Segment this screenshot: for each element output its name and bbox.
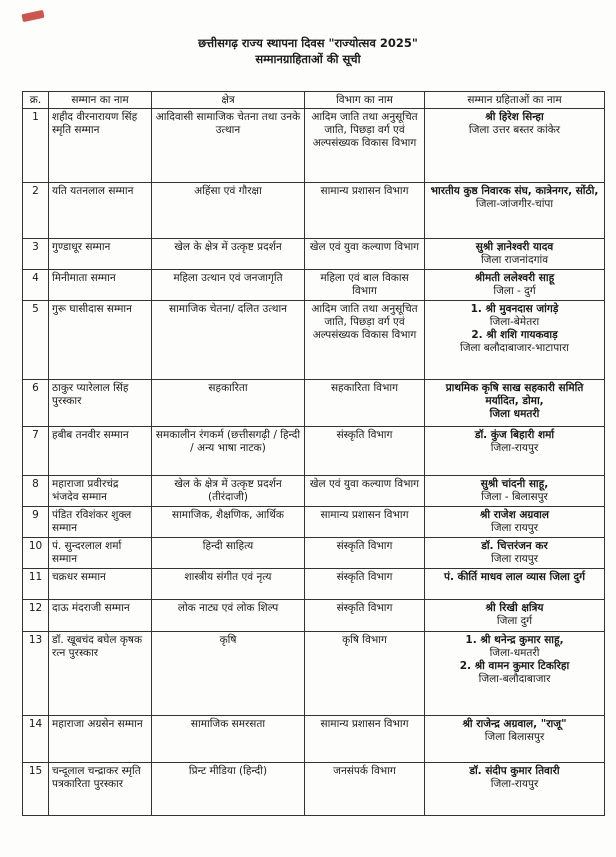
- department-name: संस्कृति विभाग: [305, 569, 425, 600]
- award-field: समकालीन रंगकर्म (छत्तीसगढ़ी / हिन्दी / अन्य भाषा नाटक): [152, 427, 305, 476]
- recipient-name: 2. श्री शशि गायकवाड़: [471, 329, 558, 341]
- award-field: सामाजिक समरसता: [152, 716, 305, 763]
- recipient-location: जिला दुर्ग: [496, 615, 533, 627]
- recipients-cell: [425, 507, 605, 538]
- recipients-cell: [425, 183, 605, 239]
- serial-number: 8: [23, 476, 49, 507]
- department-name: संस्कृति विभाग: [305, 538, 425, 569]
- recipient-location: जिला रायपुर: [490, 522, 539, 534]
- table-row: [23, 632, 605, 716]
- recipient-location: जिला-बेमेतरा: [489, 316, 540, 328]
- award-name: पं. सुन्दरलाल शर्मा सम्मान: [49, 538, 152, 569]
- recipient-location: जिला बलौदाबाजार-भाटापारा: [460, 342, 569, 354]
- table-header-row: [23, 92, 605, 109]
- department-name: आदिम जाति तथा अनुसूचित जाति, पिछड़ा वर्ग एवं अल्पसंख्यक विकास विभाग: [305, 109, 425, 183]
- recipient-name: श्री राजेश अग्रवाल: [479, 509, 550, 521]
- recipient-name: डॉ. चित्तरंजन कर: [481, 540, 548, 552]
- department-name: सामान्य प्रशासन विभाग: [305, 183, 425, 239]
- table-row: [23, 183, 605, 239]
- recipient-name: प्राथमिक कृषि साख सहकारी समिति मर्यादित, डोमा,: [445, 382, 584, 407]
- recipients-cell: [425, 632, 605, 716]
- department-name: खेल एवं युवा कल्याण विभाग: [305, 476, 425, 507]
- award-field: आदिवासी सामाजिक चेतना तथा उनके उत्थान: [152, 109, 305, 183]
- recipients-cell: [425, 301, 605, 380]
- award-field: लोक नाट्य एवं लोक शिल्प: [152, 600, 305, 632]
- serial-number: 7: [23, 427, 49, 476]
- recipient-name: डॉ. कुंज बिहारी शर्मा: [474, 429, 555, 441]
- recipient-location: जिला-जांजगीर-चांपा: [475, 198, 554, 210]
- department-name: खेल एवं युवा कल्याण विभाग: [305, 239, 425, 270]
- award-field: सामाजिक, शैक्षणिक, आर्थिक: [152, 507, 305, 538]
- recipients-cell: [425, 270, 605, 301]
- department-name: संस्कृति विभाग: [305, 600, 425, 632]
- award-field: सामाजिक चेतना/ दलित उत्थान: [152, 301, 305, 380]
- award-name: डॉ. खूबचंद बघेल कृषक रत्न पुरस्कार: [49, 632, 152, 716]
- table-row: [23, 239, 605, 270]
- recipient-name: जिला धमतरी: [489, 408, 540, 420]
- award-name: पंडित रविशंकर शुक्ल सम्मान: [49, 507, 152, 538]
- award-field: शास्त्रीय संगीत एवं नृत्य: [152, 569, 305, 600]
- recipients-cell: [425, 569, 605, 600]
- award-name: मिनीमाता सम्मान: [49, 270, 152, 301]
- department-name: सहकारिता विभाग: [305, 380, 425, 427]
- table-row: [23, 380, 605, 427]
- recipient-location: जिला - बिलासपुर: [481, 491, 548, 503]
- award-field: प्रिन्ट मीडिया (हिन्दी): [152, 763, 305, 816]
- recipient-location: जिला-धमतरी: [489, 647, 540, 659]
- award-field: कृषि: [152, 632, 305, 716]
- award-name: दाऊ मंदराजी सम्मान: [49, 600, 152, 632]
- table-row: [23, 427, 605, 476]
- table-row: [23, 301, 605, 380]
- serial-number: 9: [23, 507, 49, 538]
- department-name: कृषि विभाग: [305, 632, 425, 716]
- award-name: यति यतनलाल सम्मान: [49, 183, 152, 239]
- table-row: [23, 569, 605, 600]
- department-name: आदिम जाति तथा अनुसूचित जाति, पिछड़ा वर्ग एवं अल्पसंख्यक विकास विभाग: [305, 301, 425, 380]
- recipient-name: डॉ. संदीप कुमार तिवारी: [469, 765, 560, 777]
- department-name: जनसंपर्क विभाग: [305, 763, 425, 816]
- recipient-name: श्री रिखी क्षत्रिय: [485, 602, 544, 614]
- recipient-location: जिला - दुर्ग: [493, 285, 536, 297]
- serial-number: 5: [23, 301, 49, 380]
- recipient-name: 2. श्री वामन कुमार टिकरिहा: [459, 660, 570, 672]
- recipient-name: सुश्री ज्ञानेश्वरी यादव: [475, 241, 554, 253]
- serial-number: 3: [23, 239, 49, 270]
- department-name: संस्कृति विभाग: [305, 427, 425, 476]
- recipient-location: जिला-रायपुर: [490, 778, 539, 790]
- serial-number: 12: [23, 600, 49, 632]
- award-field: हिन्दी साहित्य: [152, 538, 305, 569]
- recipient-name: श्रीमती ललेश्वरी साहू: [474, 272, 555, 284]
- serial-number: 14: [23, 716, 49, 763]
- serial-number: 10: [23, 538, 49, 569]
- award-name: हबीब तनवीर सम्मान: [49, 427, 152, 476]
- recipient-name: पं. कीर्ति माधव लाल व्यास जिला दुर्ग: [444, 571, 585, 583]
- serial-number: 2: [23, 183, 49, 239]
- col-header-field: क्षेत्र: [152, 92, 305, 109]
- table-row: [23, 476, 605, 507]
- serial-number: 13: [23, 632, 49, 716]
- recipient-location: जिला रायपुर: [490, 553, 539, 565]
- recipients-cell: [425, 716, 605, 763]
- department-name: सामान्य प्रशासन विभाग: [305, 716, 425, 763]
- award-name: महाराजा अग्रसेन सम्मान: [49, 716, 152, 763]
- recipients-cell: [425, 109, 605, 183]
- serial-number: 1: [23, 109, 49, 183]
- serial-number: 15: [23, 763, 49, 816]
- award-field: खेल के क्षेत्र में उत्कृष्ट प्रदर्शन (तीरंदाजी): [152, 476, 305, 507]
- recipient-location: जिला बिलासपुर: [484, 731, 545, 743]
- recipient-name: भारतीय कुष्ठ निवारक संघ, कात्रेनगर, सोंठी,: [430, 185, 599, 197]
- col-header-department: विभाग का नाम: [305, 92, 425, 109]
- awardees-table: [22, 91, 605, 816]
- table-row: [23, 763, 605, 816]
- award-field: सहकारिता: [152, 380, 305, 427]
- table-row: [23, 109, 605, 183]
- recipients-cell: [425, 763, 605, 816]
- recipient-name: श्री राजेन्द्र अग्रवाल, "राजू": [462, 718, 567, 730]
- table-row: [23, 538, 605, 569]
- recipients-cell: [425, 427, 605, 476]
- table-row: [23, 600, 605, 632]
- recipient-location: जिला-रायपुर: [490, 442, 539, 454]
- award-name: गुरू घासीदास सम्मान: [49, 301, 152, 380]
- award-name: चन्दूलाल चन्द्राकर स्मृति पत्रकारिता पुरस्कार: [49, 763, 152, 816]
- award-name: चक्रधर सम्मान: [49, 569, 152, 600]
- award-name: महाराजा प्रवीरचंद्र भंजदेव सम्मान: [49, 476, 152, 507]
- recipient-location: जिला उत्तर बस्तर कांकेर: [468, 124, 561, 136]
- red-ink-mark: [21, 10, 44, 22]
- award-field: खेल के क्षेत्र में उत्कृष्ट प्रदर्शन: [152, 239, 305, 270]
- col-header-award: सम्मान का नाम: [49, 92, 152, 109]
- award-field: महिला उत्थान एवं जनजागृति: [152, 270, 305, 301]
- department-name: महिला एवं बाल विकास विभाग: [305, 270, 425, 301]
- recipients-cell: [425, 239, 605, 270]
- recipients-cell: [425, 600, 605, 632]
- recipient-location: जिला राजनांदगांव: [480, 254, 549, 266]
- document-subtitle: सम्मानग्राहिताओं की सूची: [255, 52, 361, 66]
- col-header-recipients: सम्मान ग्रहिताओं का नाम: [425, 92, 605, 109]
- department-name: सामान्य प्रशासन विभाग: [305, 507, 425, 538]
- serial-number: 6: [23, 380, 49, 427]
- serial-number: 11: [23, 569, 49, 600]
- recipient-location: जिला-बलौदाबाजार: [478, 673, 551, 685]
- recipients-cell: [425, 380, 605, 427]
- table-row: [23, 270, 605, 301]
- recipient-name: श्री हिरेश सिन्हा: [485, 111, 544, 123]
- table-row: [23, 716, 605, 763]
- col-header-sn: क्र.: [23, 92, 49, 109]
- recipients-cell: [425, 476, 605, 507]
- document-title: छत्तीसगढ़ राज्य स्थापना दिवस "राज्योत्सव 2025": [198, 36, 418, 50]
- award-name: शहीद वीरनारायण सिंह स्मृति सम्मान: [49, 109, 152, 183]
- recipients-cell: [425, 538, 605, 569]
- award-name: गुण्डाधूर सम्मान: [49, 239, 152, 270]
- award-name: ठाकुर प्यारेलाल सिंह पुरस्कार: [49, 380, 152, 427]
- award-field: अहिंसा एवं गौरक्षा: [152, 183, 305, 239]
- recipient-name: 1. श्री थनेन्द्र कुमार साहू,: [465, 634, 564, 646]
- recipient-name: 1. श्री मुवनदास जांगड़े: [470, 303, 559, 315]
- table-row: [23, 507, 605, 538]
- recipient-name: सुश्री चांदनी साहू,: [480, 478, 549, 490]
- serial-number: 4: [23, 270, 49, 301]
